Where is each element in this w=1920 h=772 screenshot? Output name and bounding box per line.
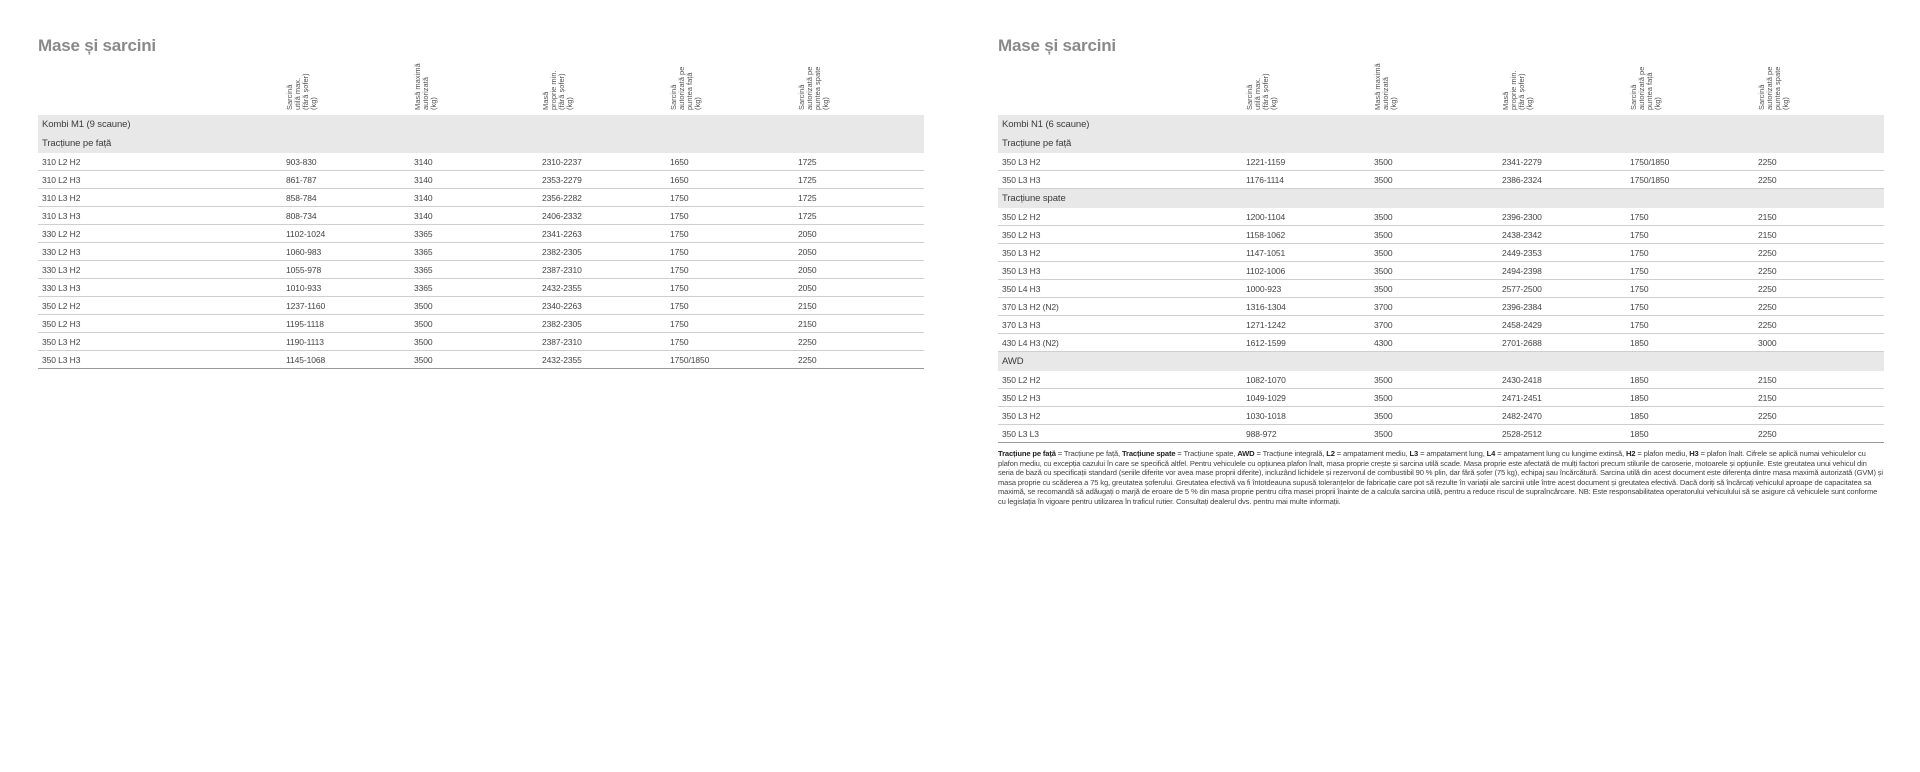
value-cell: 3140 bbox=[414, 175, 433, 185]
footnote bbox=[998, 449, 1884, 507]
value-cell: 1850 bbox=[1630, 393, 1649, 403]
value-cell: 1650 bbox=[670, 175, 689, 185]
value-cell: 2396-2300 bbox=[1502, 212, 1542, 222]
value-cell: 2050 bbox=[798, 283, 817, 293]
footnote-text: = Tracțiune spate, bbox=[1175, 449, 1238, 458]
table-row bbox=[998, 334, 1884, 352]
value-cell: 2482-2470 bbox=[1502, 411, 1542, 421]
model-cell: 350 L4 H3 bbox=[1002, 284, 1041, 294]
value-cell: 1750 bbox=[670, 337, 689, 347]
value-cell: 2471-2451 bbox=[1502, 393, 1542, 403]
value-cell: 2438-2342 bbox=[1502, 230, 1542, 240]
section-row bbox=[38, 134, 924, 153]
value-cell: 2310-2237 bbox=[542, 157, 582, 167]
value-cell: 1190-1113 bbox=[286, 337, 324, 347]
value-cell: 1750 bbox=[670, 229, 689, 239]
value-cell: 861-787 bbox=[286, 175, 317, 185]
value-cell: 1750 bbox=[670, 265, 689, 275]
value-cell: 3500 bbox=[1374, 212, 1393, 222]
value-cell: 3500 bbox=[1374, 429, 1393, 439]
value-cell: 2528-2512 bbox=[1502, 429, 1542, 439]
value-cell: 3365 bbox=[414, 247, 433, 257]
section-label: Tracțiune pe față bbox=[1002, 138, 1072, 149]
value-cell: 1102-1006 bbox=[1246, 266, 1286, 276]
footnote-text: = plafon înalt. Cifrele se aplică numai vehiculelor cu plafon mediu, cu excepția cazului în care se specifică altfel. Pentru vehiculele cu opțiunea plafon înalt, masa proprie crește și sarcina utilă scade. Masa proprie este afectată de mulți factori precum stilurile de caroserie, motoarele și opțiunile. Este greutatea unui vehicul din seria de bază cu specificații standard (seriile diferite vor avea mase proprii diferite), incluzând lichidele și rezervorul de combustibil 90 % plin, dar fără șofer (75 kg), echipaj sau încărcătură. Sarcina utilă din acest document este diferența dintre masa maximă autorizată (GVM) și masa proprie cu scăderea a 75 kg, greutatea șoferului. Greutatea efectivă va fi întotdeauna supusă toleranțelor de fabricație care pot să rezulte în variații ale sarcinii utile între acest document și greutatea efectivă. Dacă doriți să încărcați vehiculul aproape de capacitatea sa maximă, se recomandă să adăugați o marjă de eroare de 5 % din masa proprie pentru cifra masei proprii înainte de a calcula sarcina utilă, pentru a reduce riscul de supraîncărcare. NB: Este responsabilitatea operatorului vehiculului să se asigure că vehiculele sunt conforme cu legislația în vigoare pentru utilizarea în traficul rutier. Consultați dealerul dvs. pentru mai multe informații. bbox=[998, 449, 1883, 506]
model-cell: 310 L3 H3 bbox=[42, 211, 81, 221]
value-cell: 2250 bbox=[1758, 320, 1777, 330]
model-cell: 370 L3 H3 bbox=[1002, 320, 1041, 330]
value-cell: 3140 bbox=[414, 157, 433, 167]
value-cell: 2150 bbox=[1758, 212, 1777, 222]
footnote-term: H3 bbox=[1689, 449, 1699, 458]
value-cell: 2382-2305 bbox=[542, 247, 582, 257]
value-cell: 1612-1599 bbox=[1246, 338, 1286, 348]
value-cell: 2386-2324 bbox=[1502, 175, 1542, 185]
value-cell: 2050 bbox=[798, 229, 817, 239]
value-cell: 3500 bbox=[1374, 393, 1393, 403]
value-cell: 1195-1118 bbox=[286, 319, 324, 329]
table-row bbox=[998, 280, 1884, 298]
value-cell: 4300 bbox=[1374, 338, 1393, 348]
table-row bbox=[998, 407, 1884, 425]
model-cell: 310 L3 H2 bbox=[42, 193, 81, 203]
value-cell: 1049-1029 bbox=[1246, 393, 1286, 403]
table-row bbox=[38, 315, 924, 333]
value-cell: 1200-1104 bbox=[1246, 212, 1286, 222]
value-cell: 1030-1018 bbox=[1246, 411, 1286, 421]
value-cell: 1060-983 bbox=[286, 247, 322, 257]
model-cell: 350 L2 H3 bbox=[1002, 393, 1041, 403]
value-cell: 2150 bbox=[798, 301, 817, 311]
table-row bbox=[998, 226, 1884, 244]
table-row bbox=[998, 262, 1884, 280]
column-header-front-axle: Sarcină autorizată pe puntea față (kg) bbox=[669, 66, 702, 110]
model-cell: 330 L3 H3 bbox=[42, 283, 81, 293]
footnote-term: L2 bbox=[1326, 449, 1335, 458]
value-cell: 2250 bbox=[1758, 411, 1777, 421]
footnote-text: = ampatament mediu, bbox=[1334, 449, 1410, 458]
column-header-front-axle: Sarcină autorizată pe puntea față (kg) bbox=[1629, 66, 1662, 110]
value-cell: 858-784 bbox=[286, 193, 317, 203]
footnote-term: Tracțiune pe față bbox=[998, 449, 1056, 458]
section-row bbox=[38, 115, 924, 134]
model-cell: 430 L4 H3 (N2) bbox=[1002, 338, 1059, 348]
footnote-term: H2 bbox=[1625, 449, 1636, 458]
model-cell: 330 L2 H2 bbox=[42, 229, 81, 239]
value-cell: 2387-2310 bbox=[542, 265, 582, 275]
value-cell: 2382-2305 bbox=[542, 319, 582, 329]
value-cell: 1102-1024 bbox=[286, 229, 326, 239]
footnote-text: = plafon mediu, bbox=[1635, 449, 1690, 458]
value-cell: 3365 bbox=[414, 283, 433, 293]
value-cell: 1750 bbox=[1630, 248, 1649, 258]
value-cell: 2150 bbox=[1758, 230, 1777, 240]
value-cell: 3700 bbox=[1374, 320, 1393, 330]
value-cell: 1850 bbox=[1630, 338, 1649, 348]
value-cell: 808-734 bbox=[286, 211, 317, 221]
section-label: Tracțiune spate bbox=[1002, 193, 1066, 204]
table-row bbox=[38, 243, 924, 261]
value-cell: 1725 bbox=[798, 157, 817, 167]
footnote-term: AWD bbox=[1237, 449, 1255, 458]
value-cell: 2432-2355 bbox=[542, 355, 582, 365]
value-cell: 2050 bbox=[798, 265, 817, 275]
column-header-max-payload: Sarcină utilă max. (fără șofer) (kg) bbox=[1245, 73, 1278, 110]
column-headers bbox=[38, 56, 924, 114]
value-cell: 2250 bbox=[1758, 175, 1777, 185]
table-row bbox=[38, 153, 924, 171]
value-cell: 1750/1850 bbox=[1630, 175, 1670, 185]
value-cell: 2150 bbox=[1758, 393, 1777, 403]
value-cell: 1750 bbox=[1630, 284, 1649, 294]
value-cell: 2250 bbox=[1758, 302, 1777, 312]
model-cell: 370 L3 H2 (N2) bbox=[1002, 302, 1059, 312]
column-header-kerb-weight: Masă proprie min. (fără șofer) (kg) bbox=[541, 70, 574, 110]
value-cell: 1725 bbox=[798, 175, 817, 185]
section-label: AWD bbox=[1002, 356, 1024, 367]
value-cell: 2458-2429 bbox=[1502, 320, 1542, 330]
value-cell: 3140 bbox=[414, 211, 433, 221]
value-cell: 1725 bbox=[798, 193, 817, 203]
value-cell: 1750 bbox=[1630, 302, 1649, 312]
value-cell: 1750/1850 bbox=[670, 355, 710, 365]
model-cell: 310 L2 H3 bbox=[42, 175, 81, 185]
footnote-text: = ampatament lung cu lungime extinsă, bbox=[1495, 449, 1626, 458]
value-cell: 3500 bbox=[1374, 248, 1393, 258]
table-row bbox=[998, 316, 1884, 334]
model-cell: 350 L2 H2 bbox=[1002, 212, 1041, 222]
value-cell: 1316-1304 bbox=[1246, 302, 1286, 312]
column-header-rear-axle: Sarcină autorizată pe puntea spate (kg) bbox=[1757, 66, 1790, 110]
value-cell: 2356-2282 bbox=[542, 193, 582, 203]
table-row bbox=[38, 297, 924, 315]
section-row bbox=[998, 352, 1884, 371]
column-header-gvm: Masă maximă autorizată (kg) bbox=[413, 63, 438, 110]
value-cell: 1850 bbox=[1630, 429, 1649, 439]
table-row bbox=[38, 225, 924, 243]
value-cell: 2701-2688 bbox=[1502, 338, 1542, 348]
value-cell: 1750 bbox=[670, 247, 689, 257]
page-title: Mase și sarcini bbox=[998, 36, 1116, 55]
footnote-term: L4 bbox=[1486, 449, 1496, 458]
column-header-kerb-weight: Masă proprie min. (fără șofer) (kg) bbox=[1501, 70, 1534, 110]
model-cell: 330 L3 H2 bbox=[42, 265, 81, 275]
footnote-term: Tracțiune spate bbox=[1121, 449, 1176, 458]
value-cell: 1000-923 bbox=[1246, 284, 1282, 294]
weights-table bbox=[998, 115, 1884, 443]
column-header-max-payload: Sarcină utilă max. (fără șofer) (kg) bbox=[285, 73, 318, 110]
footnote-term: L3 bbox=[1409, 449, 1419, 458]
model-cell: 350 L3 H3 bbox=[1002, 266, 1041, 276]
model-cell: 350 L2 H3 bbox=[42, 319, 81, 329]
value-cell: 2340-2263 bbox=[542, 301, 582, 311]
value-cell: 2250 bbox=[1758, 248, 1777, 258]
weights-table bbox=[38, 115, 924, 369]
table-row bbox=[998, 244, 1884, 262]
section-row bbox=[998, 115, 1884, 134]
section-label: Kombi N1 (6 scaune) bbox=[1002, 119, 1090, 130]
value-cell: 3365 bbox=[414, 265, 433, 275]
column-headers bbox=[998, 56, 1884, 114]
section-label: Kombi M1 (9 scaune) bbox=[42, 119, 131, 130]
value-cell: 2250 bbox=[798, 337, 817, 347]
page-title: Mase și sarcini bbox=[38, 36, 156, 55]
section-label: Tracțiune pe față bbox=[42, 138, 112, 149]
table-row bbox=[998, 298, 1884, 316]
value-cell: 2341-2279 bbox=[1502, 157, 1542, 167]
footnote-text: = Tracțiune pe față, bbox=[1055, 449, 1122, 458]
value-cell: 3500 bbox=[1374, 157, 1393, 167]
value-cell: 1010-933 bbox=[286, 283, 322, 293]
footnote-text: = ampatament lung, bbox=[1418, 449, 1487, 458]
model-cell: 350 L3 H2 bbox=[42, 337, 81, 347]
value-cell: 3500 bbox=[1374, 375, 1393, 385]
value-cell: 3500 bbox=[1374, 411, 1393, 421]
value-cell: 3500 bbox=[1374, 230, 1393, 240]
section-row bbox=[998, 189, 1884, 208]
value-cell: 2250 bbox=[798, 355, 817, 365]
value-cell: 3500 bbox=[414, 319, 433, 329]
value-cell: 3000 bbox=[1758, 338, 1777, 348]
table-row bbox=[38, 279, 924, 297]
value-cell: 1750/1850 bbox=[1630, 157, 1670, 167]
value-cell: 2050 bbox=[798, 247, 817, 257]
value-cell: 1650 bbox=[670, 157, 689, 167]
table-row bbox=[998, 153, 1884, 171]
value-cell: 2353-2279 bbox=[542, 175, 582, 185]
value-cell: 2406-2332 bbox=[542, 211, 582, 221]
table-row bbox=[38, 171, 924, 189]
model-cell: 350 L3 H2 bbox=[1002, 157, 1041, 167]
value-cell: 3500 bbox=[414, 301, 433, 311]
value-cell: 988-972 bbox=[1246, 429, 1277, 439]
value-cell: 3500 bbox=[414, 337, 433, 347]
table-row bbox=[38, 351, 924, 369]
table-row bbox=[998, 208, 1884, 226]
value-cell: 1750 bbox=[670, 319, 689, 329]
model-cell: 350 L2 H2 bbox=[1002, 375, 1041, 385]
value-cell: 2250 bbox=[1758, 266, 1777, 276]
model-cell: 350 L3 H3 bbox=[1002, 175, 1041, 185]
table-row bbox=[998, 389, 1884, 407]
value-cell: 1147-1051 bbox=[1246, 248, 1286, 258]
model-cell: 350 L3 H3 bbox=[42, 355, 81, 365]
value-cell: 1055-978 bbox=[286, 265, 322, 275]
column-header-gvm: Masă maximă autorizată (kg) bbox=[1373, 63, 1398, 110]
value-cell: 1850 bbox=[1630, 375, 1649, 385]
value-cell: 2150 bbox=[798, 319, 817, 329]
value-cell: 2250 bbox=[1758, 284, 1777, 294]
value-cell: 2250 bbox=[1758, 157, 1777, 167]
value-cell: 3500 bbox=[1374, 284, 1393, 294]
value-cell: 1158-1062 bbox=[1246, 230, 1286, 240]
value-cell: 3500 bbox=[1374, 266, 1393, 276]
value-cell: 2341-2263 bbox=[542, 229, 582, 239]
table-row bbox=[38, 189, 924, 207]
value-cell: 1750 bbox=[1630, 212, 1649, 222]
table-row bbox=[38, 261, 924, 279]
value-cell: 3140 bbox=[414, 193, 433, 203]
value-cell: 3365 bbox=[414, 229, 433, 239]
value-cell: 1750 bbox=[670, 211, 689, 221]
table-row bbox=[998, 371, 1884, 389]
value-cell: 1750 bbox=[670, 283, 689, 293]
value-cell: 1750 bbox=[1630, 230, 1649, 240]
value-cell: 2387-2310 bbox=[542, 337, 582, 347]
value-cell: 1750 bbox=[1630, 266, 1649, 276]
value-cell: 1082-1070 bbox=[1246, 375, 1286, 385]
value-cell: 2396-2384 bbox=[1502, 302, 1542, 312]
value-cell: 1750 bbox=[1630, 320, 1649, 330]
value-cell: 1176-1114 bbox=[1246, 175, 1284, 185]
model-cell: 330 L2 H3 bbox=[42, 247, 81, 257]
table-row bbox=[38, 333, 924, 351]
table-row bbox=[38, 207, 924, 225]
model-cell: 350 L3 L3 bbox=[1002, 429, 1039, 439]
table-row bbox=[998, 171, 1884, 189]
value-cell: 3500 bbox=[414, 355, 433, 365]
value-cell: 1725 bbox=[798, 211, 817, 221]
value-cell: 2430-2418 bbox=[1502, 375, 1542, 385]
value-cell: 1750 bbox=[670, 301, 689, 311]
value-cell: 1145-1068 bbox=[286, 355, 326, 365]
table-row bbox=[998, 425, 1884, 443]
value-cell: 2494-2398 bbox=[1502, 266, 1542, 276]
value-cell: 3500 bbox=[1374, 175, 1393, 185]
value-cell: 2250 bbox=[1758, 429, 1777, 439]
model-cell: 350 L3 H2 bbox=[1002, 248, 1041, 258]
footnote-text: = Tracțiune integrală, bbox=[1254, 449, 1327, 458]
value-cell: 1237-1160 bbox=[286, 301, 326, 311]
model-cell: 350 L2 H3 bbox=[1002, 230, 1041, 240]
value-cell: 2150 bbox=[1758, 375, 1777, 385]
value-cell: 2432-2355 bbox=[542, 283, 582, 293]
value-cell: 1221-1159 bbox=[1246, 157, 1286, 167]
value-cell: 1750 bbox=[670, 193, 689, 203]
value-cell: 1271-1242 bbox=[1246, 320, 1286, 330]
section-row bbox=[998, 134, 1884, 153]
model-cell: 350 L3 H2 bbox=[1002, 411, 1041, 421]
value-cell: 1850 bbox=[1630, 411, 1649, 421]
model-cell: 310 L2 H2 bbox=[42, 157, 81, 167]
value-cell: 2577-2500 bbox=[1502, 284, 1542, 294]
value-cell: 3700 bbox=[1374, 302, 1393, 312]
column-header-rear-axle: Sarcină autorizată pe puntea spate (kg) bbox=[797, 66, 830, 110]
model-cell: 350 L2 H2 bbox=[42, 301, 81, 311]
value-cell: 903-830 bbox=[286, 157, 317, 167]
value-cell: 2449-2353 bbox=[1502, 248, 1542, 258]
